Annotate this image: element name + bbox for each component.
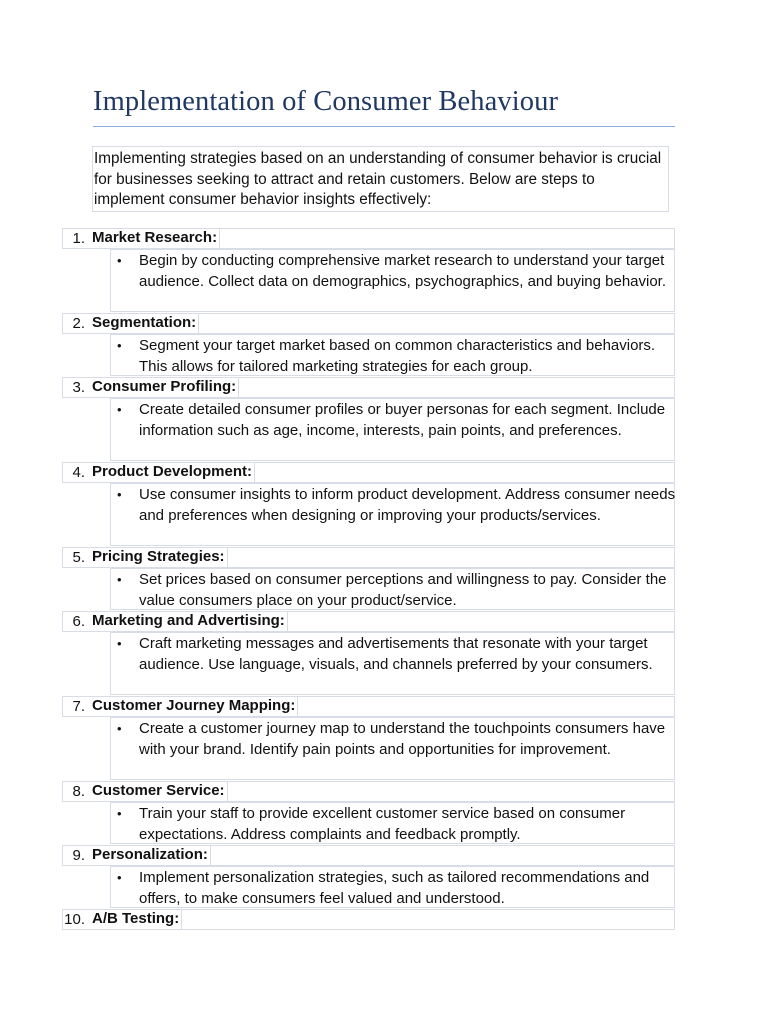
step-description xyxy=(110,334,675,376)
page-title: Implementation of Consumer Behaviour xyxy=(93,86,559,117)
step-description-text: Use consumer insights to inform product development. Address consumer needs and preferences when designing or improving your products/services. xyxy=(139,486,676,524)
step-title: Market Research: xyxy=(92,228,220,249)
step-number: 8. xyxy=(72,783,85,800)
step-description-text: Train your staff to provide excellent customer service based on consumer expectations. Address complaints and feedback promptly. xyxy=(139,805,626,843)
bullet-icon: • xyxy=(117,870,122,885)
step-number: 5. xyxy=(72,549,85,566)
step-header xyxy=(62,909,675,930)
step-description-text: Begin by conducting comprehensive market research to understand your target audience. Collect data on demographics, psychographics, and buying behavior. xyxy=(139,252,667,290)
step-description-text: Create detailed consumer profiles or buyer personas for each segment. Include information such as age, income, interests, pain points, and preferences. xyxy=(139,401,666,439)
step-title: Customer Journey Mapping: xyxy=(92,696,298,717)
step-number: 4. xyxy=(72,464,85,481)
step-number: 6. xyxy=(72,613,85,630)
step-number: 3. xyxy=(72,379,85,396)
step-description-text: Set prices based on consumer perceptions and willingness to pay. Consider the value consumers place on your product/service. xyxy=(139,571,667,609)
step-description xyxy=(110,568,675,610)
step-number: 9. xyxy=(72,847,85,864)
bullet-icon: • xyxy=(117,253,122,268)
step-title: Product Development: xyxy=(92,462,255,483)
step-number: 7. xyxy=(72,698,85,715)
step-header xyxy=(62,377,675,398)
step-description xyxy=(110,398,675,461)
step-header xyxy=(62,845,675,866)
step-header xyxy=(62,696,675,717)
step-description xyxy=(110,717,675,780)
step-description xyxy=(110,632,675,695)
step-description-text: Segment your target market based on common characteristics and behaviors. This allows for tailored marketing strategies for each group. xyxy=(139,337,656,375)
step-number: 1. xyxy=(72,230,85,247)
step-header xyxy=(62,547,675,568)
step-header xyxy=(62,228,675,249)
step-header xyxy=(62,313,675,334)
step-title: A/B Testing: xyxy=(92,909,182,930)
step-description xyxy=(110,483,675,546)
bullet-icon: • xyxy=(117,721,122,736)
step-title: Pricing Strategies: xyxy=(92,547,228,568)
step-title: Consumer Profiling: xyxy=(92,377,239,398)
step-description-text: Implement personalization strategies, such as tailored recommendations and offers, to make consumers feel valued and understood. xyxy=(139,869,650,907)
step-description xyxy=(110,866,675,908)
step-number: 10. xyxy=(64,911,85,928)
step-description xyxy=(110,802,675,844)
intro-paragraph: Implementing strategies based on an understanding of consumer behavior is crucial for businesses seeking to attract and retain customers. Below are steps to implement consumer behavior insights effectively: xyxy=(92,146,669,212)
step-number: 2. xyxy=(72,315,85,332)
step-header xyxy=(62,462,675,483)
bullet-icon: • xyxy=(117,338,122,353)
step-header xyxy=(62,781,675,802)
step-title: Customer Service: xyxy=(92,781,228,802)
step-description-text: Create a customer journey map to understand the touchpoints consumers have with your brand. Identify pain points and opportunities for improvement. xyxy=(139,720,666,758)
bullet-icon: • xyxy=(117,806,122,821)
step-description xyxy=(110,249,675,312)
step-title: Marketing and Advertising: xyxy=(92,611,288,632)
step-title: Segmentation: xyxy=(92,313,199,334)
bullet-icon: • xyxy=(117,636,122,651)
step-header xyxy=(62,611,675,632)
bullet-icon: • xyxy=(117,572,122,587)
step-title: Personalization: xyxy=(92,845,211,866)
step-description-text: Craft marketing messages and advertisements that resonate with your target audience. Use language, visuals, and channels preferred by your consumers. xyxy=(139,635,653,673)
bullet-icon: • xyxy=(117,402,122,417)
bullet-icon: • xyxy=(117,487,122,502)
